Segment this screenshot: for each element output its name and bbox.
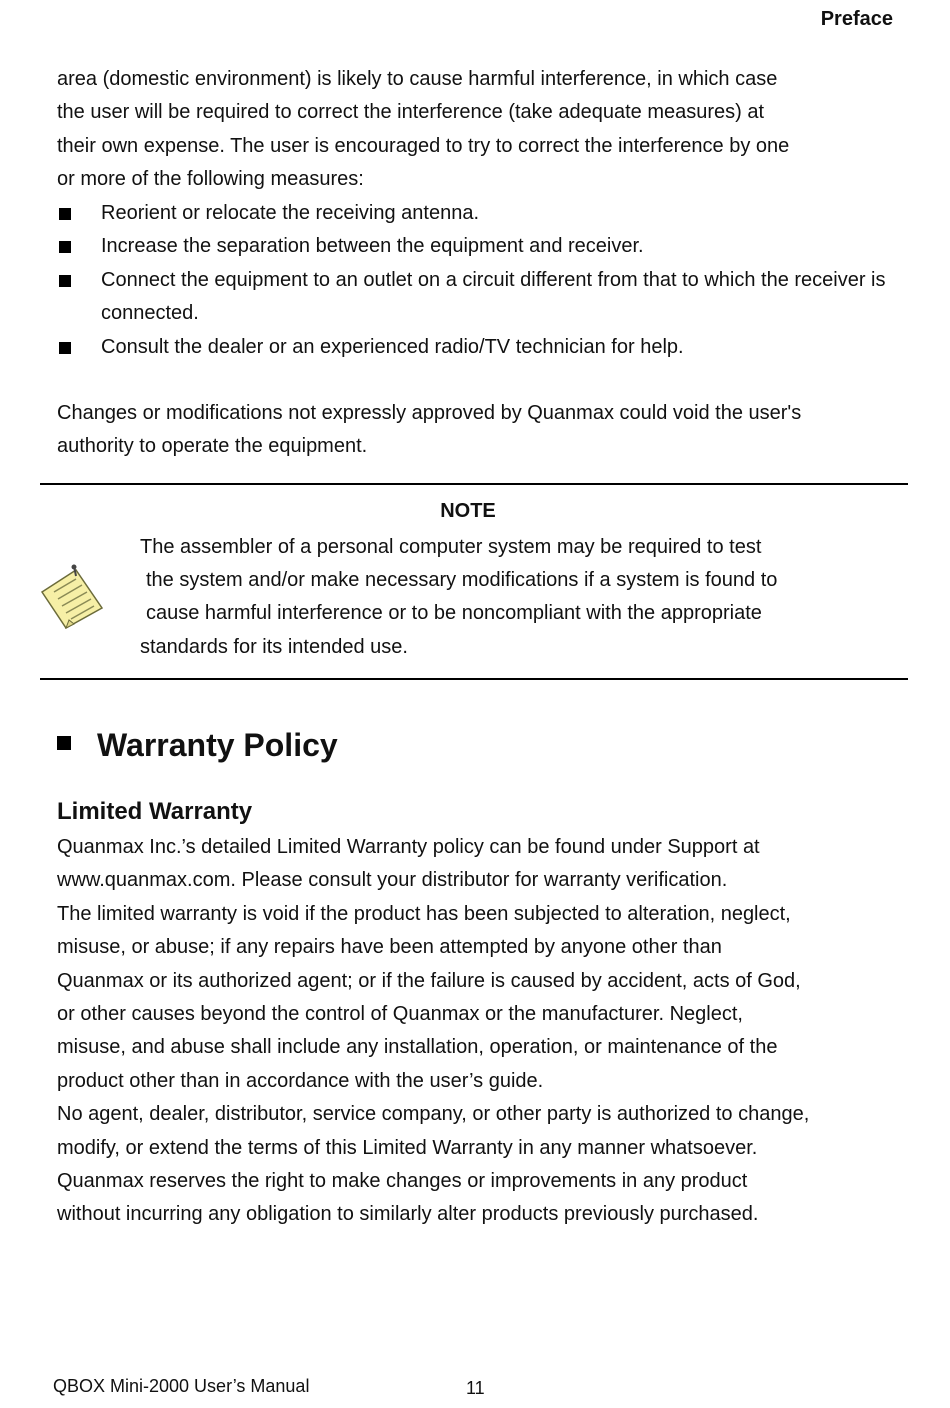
- footer-manual-title: QBOX Mini-2000 User’s Manual: [53, 1376, 310, 1396]
- list-item-text: Reorient or relocate the receiving antenna.: [101, 202, 480, 224]
- note-line: standards for its intended use.: [140, 636, 408, 658]
- warranty-line: misuse, or abuse; if any repairs have been attempted by anyone other than: [57, 936, 722, 959]
- warranty-line: The limited warranty is void if the product has been subjected to alteration, neglect,: [57, 902, 791, 925]
- limited-warranty-subheading: Limited Warranty: [57, 798, 253, 825]
- warranty-line: or other causes beyond the control of Quanmax or the manufacturer. Neglect,: [57, 1003, 743, 1026]
- intro-line: their own expense. The user is encouraged to try to correct the interference by one: [57, 134, 790, 157]
- warranty-line: www.quanmax.com. Please consult your distributor for warranty verification.: [57, 869, 728, 892]
- changes-paragraph: [57, 397, 907, 464]
- warranty-line: modify, or extend the terms of this Limited Warranty in any manner whatsoever.: [57, 1136, 758, 1159]
- note-line: The assembler of a personal computer system may be required to test: [140, 536, 762, 558]
- warranty-line: without incurring any obligation to similarly alter products previously purchased.: [57, 1203, 759, 1226]
- square-bullet-icon: [59, 241, 71, 253]
- note-title: NOTE: [440, 500, 496, 522]
- changes-line: authority to operate the equipment.: [57, 435, 368, 458]
- warranty-line: No agent, dealer, distributor, service company, or other party is authorized to change,: [57, 1103, 810, 1126]
- square-bullet-icon: [59, 342, 71, 354]
- warranty-line: Quanmax reserves the right to make changes or improvements in any product: [57, 1170, 748, 1193]
- list-item: [57, 264, 907, 331]
- square-bullet-icon: [59, 208, 71, 220]
- list-item: [57, 197, 907, 230]
- note-top-divider: [40, 483, 908, 485]
- square-bullet-icon: [57, 736, 71, 750]
- intro-line: area (domestic environment) is likely to cause harmful interference, in which case: [57, 68, 778, 90]
- note-paper-icon: [36, 562, 108, 634]
- warranty-line: misuse, and abuse shall include any installation, operation, or maintenance of the: [57, 1036, 778, 1059]
- warranty-line: Quanmax Inc.’s detailed Limited Warranty policy can be found under Support at: [57, 836, 760, 858]
- header-section-title: Preface: [820, 8, 893, 30]
- list-item: [57, 230, 907, 263]
- note-line: the system and/or make necessary modifications if a system is found to: [146, 569, 778, 591]
- changes-line: Changes or modifications not expressly approved by Quanmax could void the user's: [57, 402, 802, 424]
- square-bullet-icon: [59, 275, 71, 287]
- warranty-heading-text: Warranty Policy: [97, 727, 338, 763]
- warranty-heading: [57, 727, 338, 764]
- list-item-text: Increase the separation between the equipment and receiver.: [101, 235, 644, 258]
- intro-paragraph: [57, 63, 907, 197]
- list-item-text: Connect the equipment to an outlet on a circuit different from that to which the receiver is connected.: [101, 268, 886, 325]
- warranty-paragraph: [57, 831, 907, 1232]
- note-line: cause harmful interference or to be noncompliant with the appropriate: [146, 602, 762, 624]
- intro-line: or more of the following measures:: [57, 168, 364, 191]
- intro-line: the user will be required to correct the interference (take adequate measures) at: [57, 101, 765, 124]
- footer-page-number: 11: [466, 1378, 485, 1398]
- warranty-line: Quanmax or its authorized agent; or if the failure is caused by accident, acts of God,: [57, 969, 801, 992]
- measures-list: [57, 197, 907, 364]
- list-item-text: Consult the dealer or an experienced radio/TV technician for help.: [101, 335, 684, 358]
- list-item: [57, 331, 907, 364]
- note-bottom-divider: [40, 678, 908, 680]
- warranty-line: product other than in accordance with the user’s guide.: [57, 1069, 544, 1092]
